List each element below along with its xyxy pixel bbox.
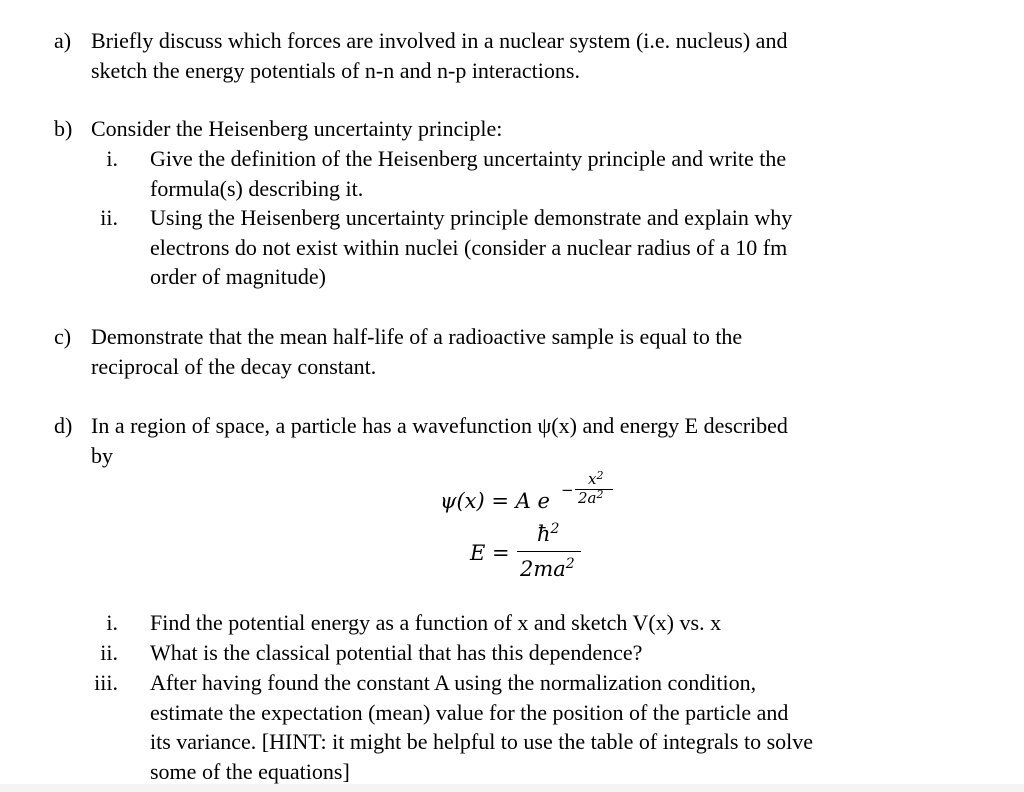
- item-line-2: formula(s) describing it.: [150, 175, 364, 201]
- question-b: [54, 114, 954, 144]
- question-d-item-iii: [54, 668, 974, 786]
- psi-lhs: ψ(x) = A e: [440, 489, 550, 513]
- item-line-1: Using the Heisenberg uncertainty principle demonstrate and explain why: [150, 205, 793, 230]
- item-number: ii.: [100, 640, 118, 665]
- energy-numerator: $ħ^2$: [537, 521, 560, 546]
- item-line-1: Find the potential energy as a function of x and sketch V(x) vs. x: [150, 610, 722, 635]
- question-c-line-1: Demonstrate that the mean half-life of a radioactive sample is equal to the: [91, 324, 743, 349]
- question-b-item-i: [54, 144, 974, 203]
- question-c-line-2: reciprocal of the decay constant.: [91, 353, 377, 379]
- question-b-item-ii: [54, 203, 974, 292]
- question-c: [54, 322, 954, 381]
- item-line-4: some of the equations]: [150, 758, 350, 784]
- exponent-denominator: $2a^2$: [578, 488, 604, 507]
- question-d-line-2: by: [91, 442, 113, 468]
- item-number: ii.: [100, 205, 118, 230]
- question-c-label: c): [54, 324, 72, 349]
- page-bottom-edge: [0, 784, 1024, 792]
- item-number: iii.: [94, 670, 118, 695]
- item-line-1: What is the classical potential that has this dependence?: [150, 640, 643, 665]
- question-d-item-i: [54, 608, 974, 638]
- question-d: [54, 411, 954, 470]
- question-d-line-1: In a region of space, a particle has a wavefunction ψ(x) and energy E described: [91, 413, 788, 438]
- item-line-2: estimate the expectation (mean) value for the position of the particle and: [150, 699, 789, 725]
- energy-lhs: E =: [470, 541, 510, 565]
- exponent-minus-sign: −: [561, 481, 574, 499]
- item-line-3: order of magnitude): [150, 264, 326, 289]
- question-d-label: d): [54, 413, 73, 438]
- item-number: i.: [106, 610, 118, 635]
- item-line-3: its variance. [HINT: it might be helpful to use the table of integrals to solve: [150, 729, 814, 754]
- question-a: [54, 26, 954, 85]
- energy-fraction-bar: [517, 551, 581, 552]
- item-line-1: Give the definition of the Heisenberg uncertainty principle and write the: [150, 146, 787, 171]
- question-b-line-1: Consider the Heisenberg uncertainty principle:: [91, 116, 503, 141]
- item-number: i.: [106, 146, 118, 171]
- energy-denominator: $2ma^2$: [520, 556, 575, 581]
- item-line-2: electrons do not exist within nuclei (consider a nuclear radius of a 10 fm: [150, 234, 788, 260]
- question-d-item-ii: [54, 638, 974, 668]
- question-a-line-1: Briefly discuss which forces are involved in a nuclear system (i.e. nucleus) and: [91, 28, 788, 53]
- question-a-label: a): [54, 28, 72, 53]
- question-a-line-2: sketch the energy potentials of n-n and n-p interactions.: [91, 57, 580, 83]
- exponent-numerator: $x^2$: [588, 469, 604, 488]
- item-line-1: After having found the constant A using the normalization condition,: [150, 670, 757, 695]
- question-b-label: b): [54, 116, 73, 141]
